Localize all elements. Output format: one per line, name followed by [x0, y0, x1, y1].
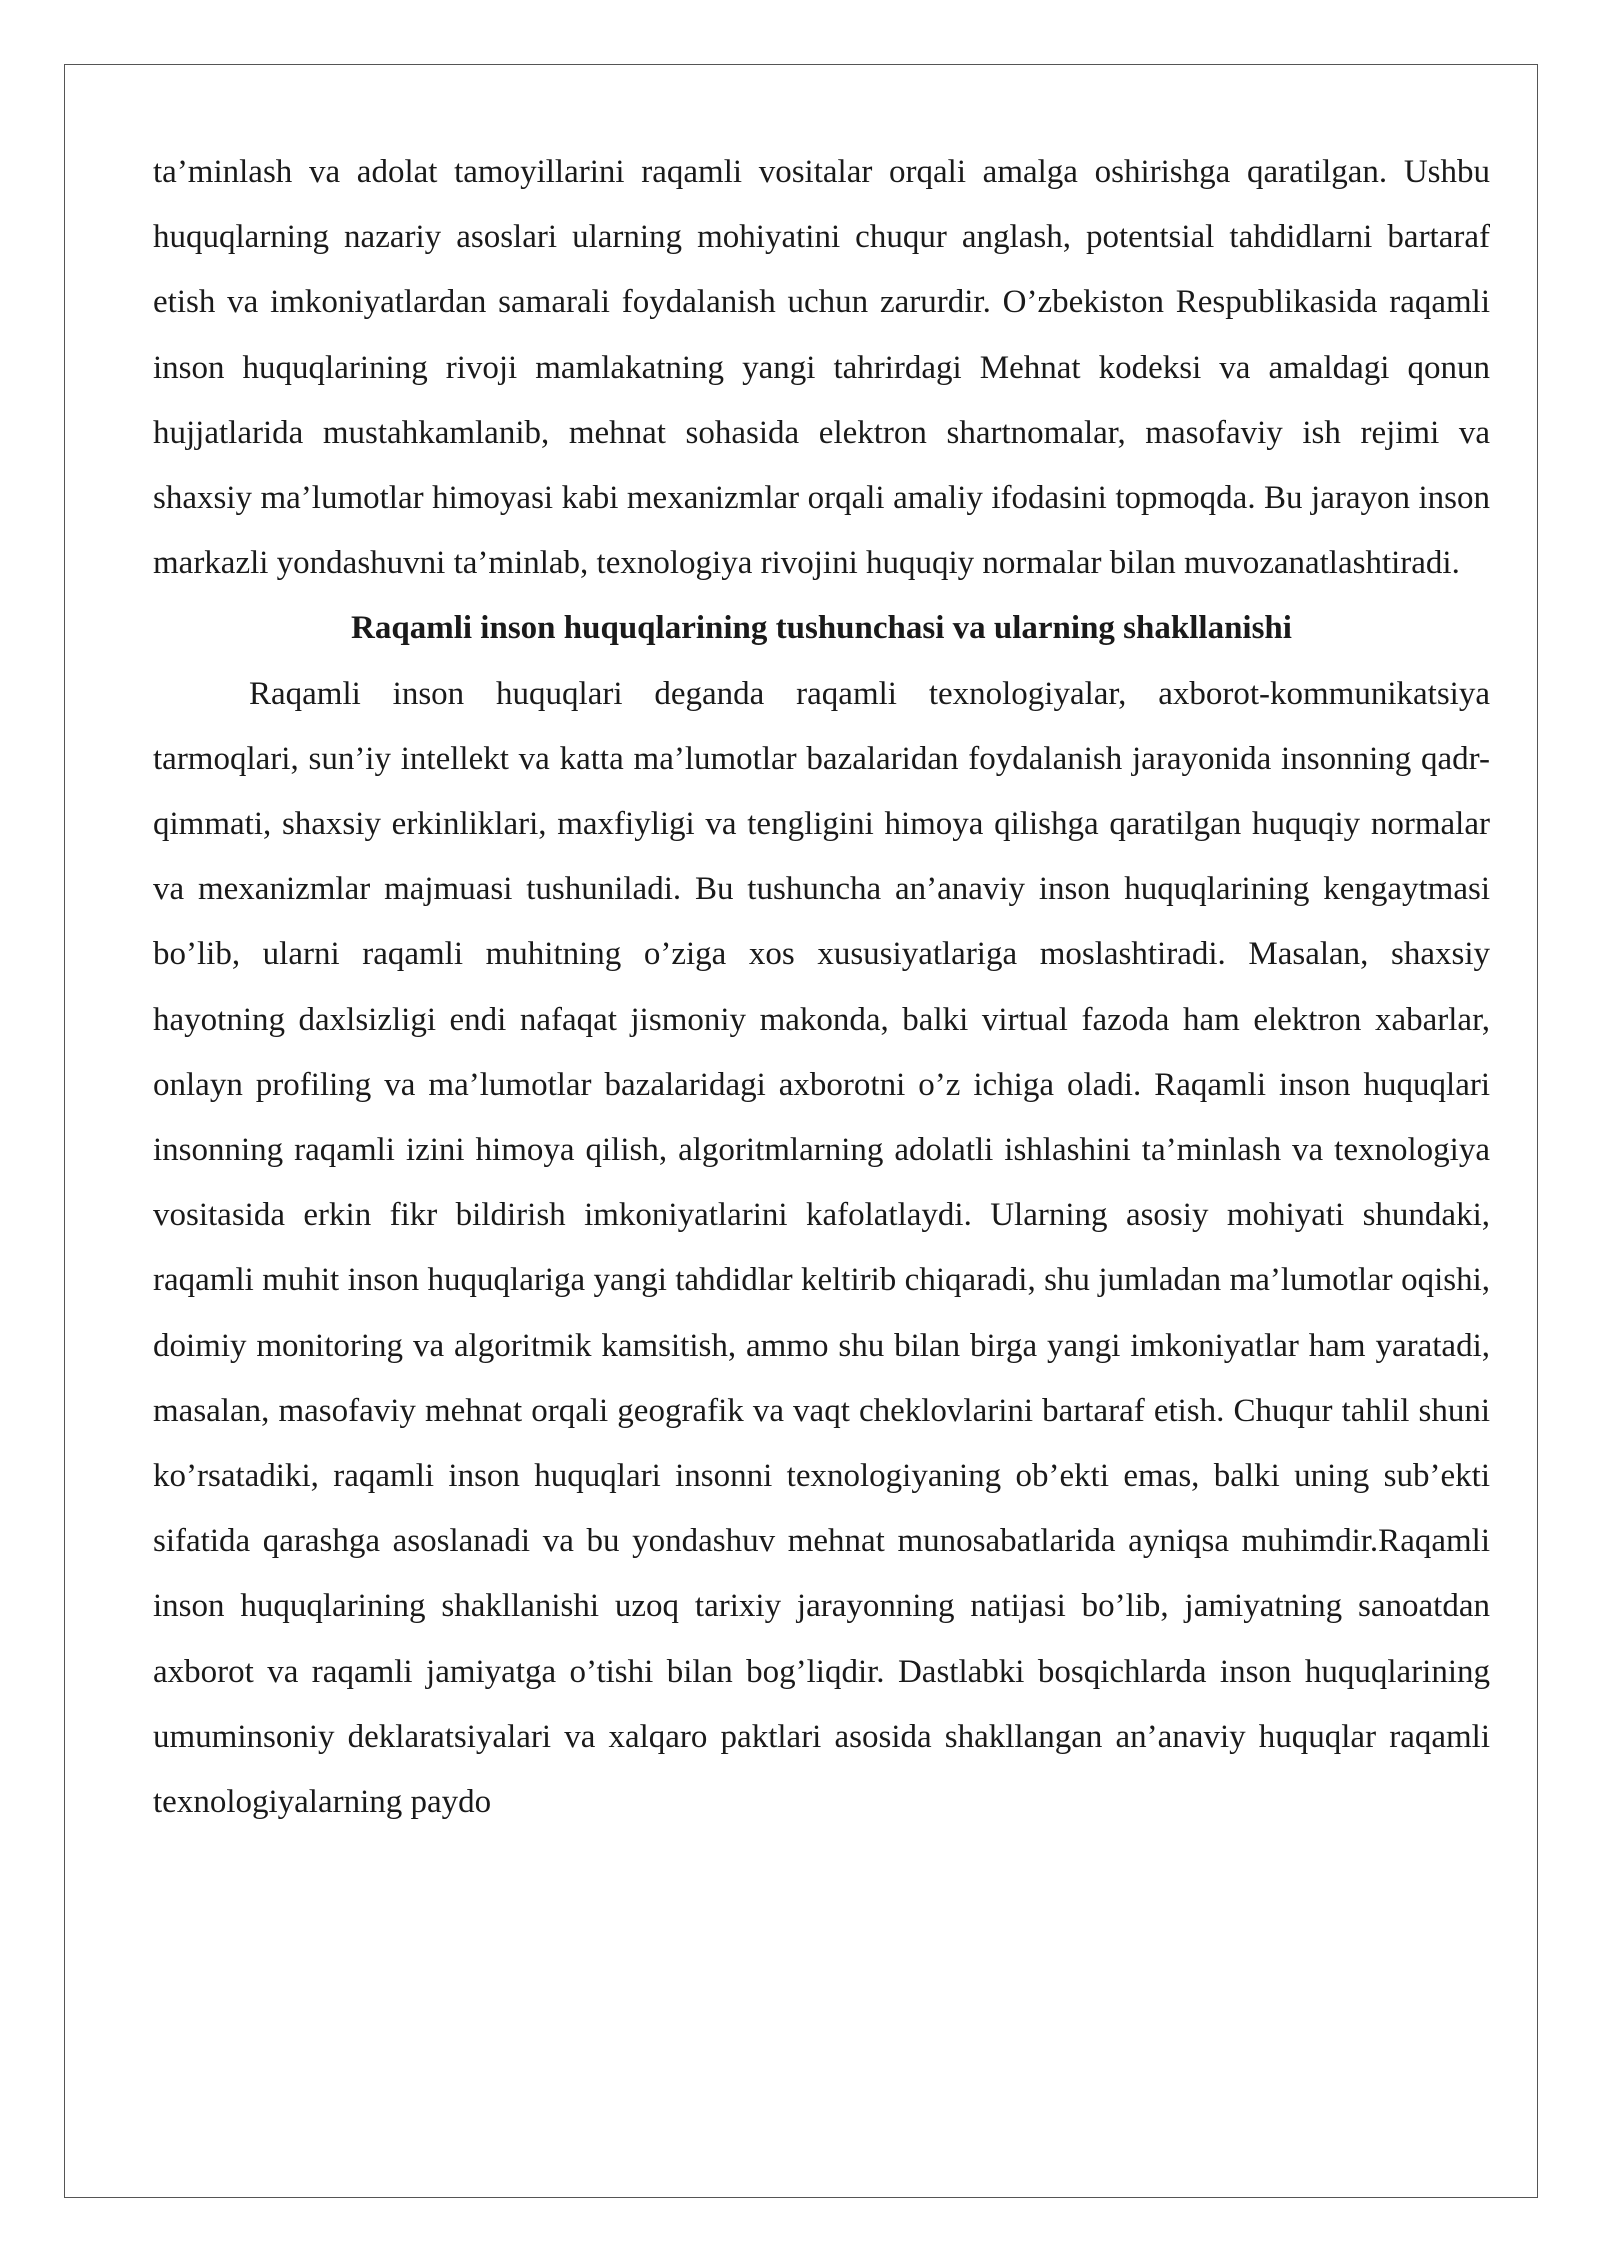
- section-heading: Raqamli inson huquqlarining tushunchasi va ularning shakllanishi: [351, 610, 1292, 647]
- body-paragraph: Raqamli inson huquqlari deganda raqamli texnologiyalar, axborot-kommunikatsiya tarmoqlari, sun’iy intellekt va katta ma’lumotlar bazalaridan foydalanish jarayonida insonning qadr-qimmati, shaxsiy erkinliklari, maxfiyligi va tengligini himoya qilishga qaratilgan huquqiy normalar va mexanizmlar majmuasi tushuniladi. Bu tushuncha an’anaviy inson huquqlarining kengaytmasi bo’lib, ularni raqamli muhitning o’ziga xos xususiyatlariga moslashtiradi. Masalan, shaxsiy hayotning daxlsizligi endi nafaqat jismoniy makonda, balki virtual fazoda ham elektron xabarlar, onlayn profiling va ma’lumotlar bazalaridagi axborotni o’z ichiga oladi. Raqamli inson huquqlari insonning raqamli izini himoya qilish, algoritmlarning adolatli ishlashini ta’minlash va texnologiya vositasida erkin fikr bildirish imkoniyatlarini kafolatlaydi. Ularning asosiy mohiyati shundaki, raqamli muhit inson huquqlariga yangi tahdidlar keltirib chiqaradi, shu jumladan ma’lumotlar oqishi, doimiy monitoring va algoritmik kamsitish, ammo shu bilan birga yangi imkoniyatlar ham yaratadi, masalan, masofaviy mehnat orqali geografik va vaqt cheklovlarini bartaraf etish. Chuqur tahlil shuni ko’rsatadiki, raqamli inson huquqlari insonni texnologiyaning ob’ekti emas, balki uning sub’ekti sifatida qarashga asoslanadi va bu yondashuv mehnat munosabatlarida ayniqsa muhimdir.Raqamli inson huquqlarining shakllanishi uzoq tarixiy jarayonning natijasi bo’lib, jamiyatning sanoatdan axborot va raqamli jamiyatga o’tishi bilan bog’liqdir. Dastlabki bosqichlarda inson huquqlarining umuminsoniy deklaratsiyalari va xalqaro paktlari asosida shakllangan an’anaviy huquqlar raqamli texnologiyalarning paydo: [153, 675, 1490, 1821]
- document-body: [153, 140, 1490, 1835]
- body-paragraph: ta’minlash va adolat tamoyillarini raqamli vositalar orqali amalga oshirishga qaratilgan. Ushbu huquqlarning nazariy asoslari ularning mohiyatini chuqur anglash, potentsial tahdidlarni bartaraf etish va imkoniyatlardan samarali foydalanish uchun zarurdir. O’zbekiston Respublikasida raqamli inson huquqlarining rivoji mamlakatning yangi tahrirdagi Mehnat kodeksi va amaldagi qonun hujjatlarida mustahkamlanib, mehnat sohasida elektron shartnomalar, masofaviy ish rejimi va shaxsiy ma’lumotlar himoyasi kabi mexanizmlar orqali amaliy ifodasini topmoqda. Bu jarayon inson markazli yondashuvni ta’minlab, texnologiya rivojini huquqiy normalar bilan muvozanatlashtiradi.: [153, 154, 1490, 582]
